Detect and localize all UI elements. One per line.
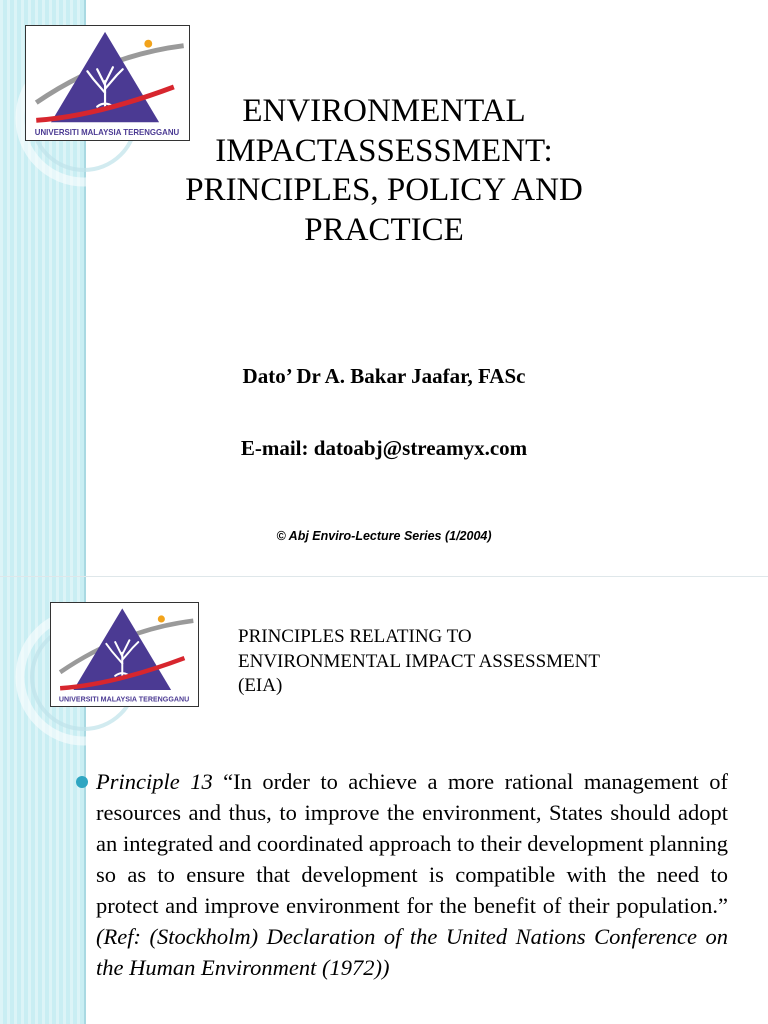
title-line: PRINCIPLES, POLICY AND [185, 172, 583, 209]
principle-quote: “In order to achieve a more rational management of resources and thus, to improve the environment, States should adopt an integrated and coordinated approach to their development planning so as to ensure that development is compatible with the need to protect and improve environment for the benefit of their population.” [96, 769, 728, 918]
presentation-title [120, 92, 648, 250]
title-line: IMPACTASSESSMENT: [215, 132, 553, 169]
logo-text: UNIVERSITI MALAYSIA TERENGGANU [34, 128, 180, 138]
slide-heading [238, 625, 718, 699]
author-name: Dato’ Dr A. Bakar Jaafar, FASc [242, 364, 526, 388]
principle-paragraph [96, 766, 728, 983]
bullet-icon [76, 776, 88, 788]
heading-line: PRINCIPLES RELATING TO [238, 626, 472, 647]
logo-text: UNIVERSITI MALAYSIA TERENGGANU [58, 695, 190, 704]
author-email: E-mail: datoabj@streamyx.com [240, 436, 528, 460]
heading-line: ENVIRONMENTAL IMPACT ASSESSMENT [238, 650, 600, 672]
title-line: ENVIRONMENTAL [242, 93, 526, 129]
principle-reference: (Ref: (Stockholm) Declaration of the United Nations Conference on the Human Environment (1972)) [96, 924, 728, 980]
principle-label: Principle 13 [96, 769, 213, 794]
heading-line: (EIA) [238, 675, 283, 697]
copyright-notice: © Abj Enviro-Lecture Series (1/2004) [276, 529, 492, 543]
umt-emblem-icon [51, 603, 198, 706]
university-logo [50, 602, 199, 707]
title-line: PRACTICE [304, 211, 464, 248]
